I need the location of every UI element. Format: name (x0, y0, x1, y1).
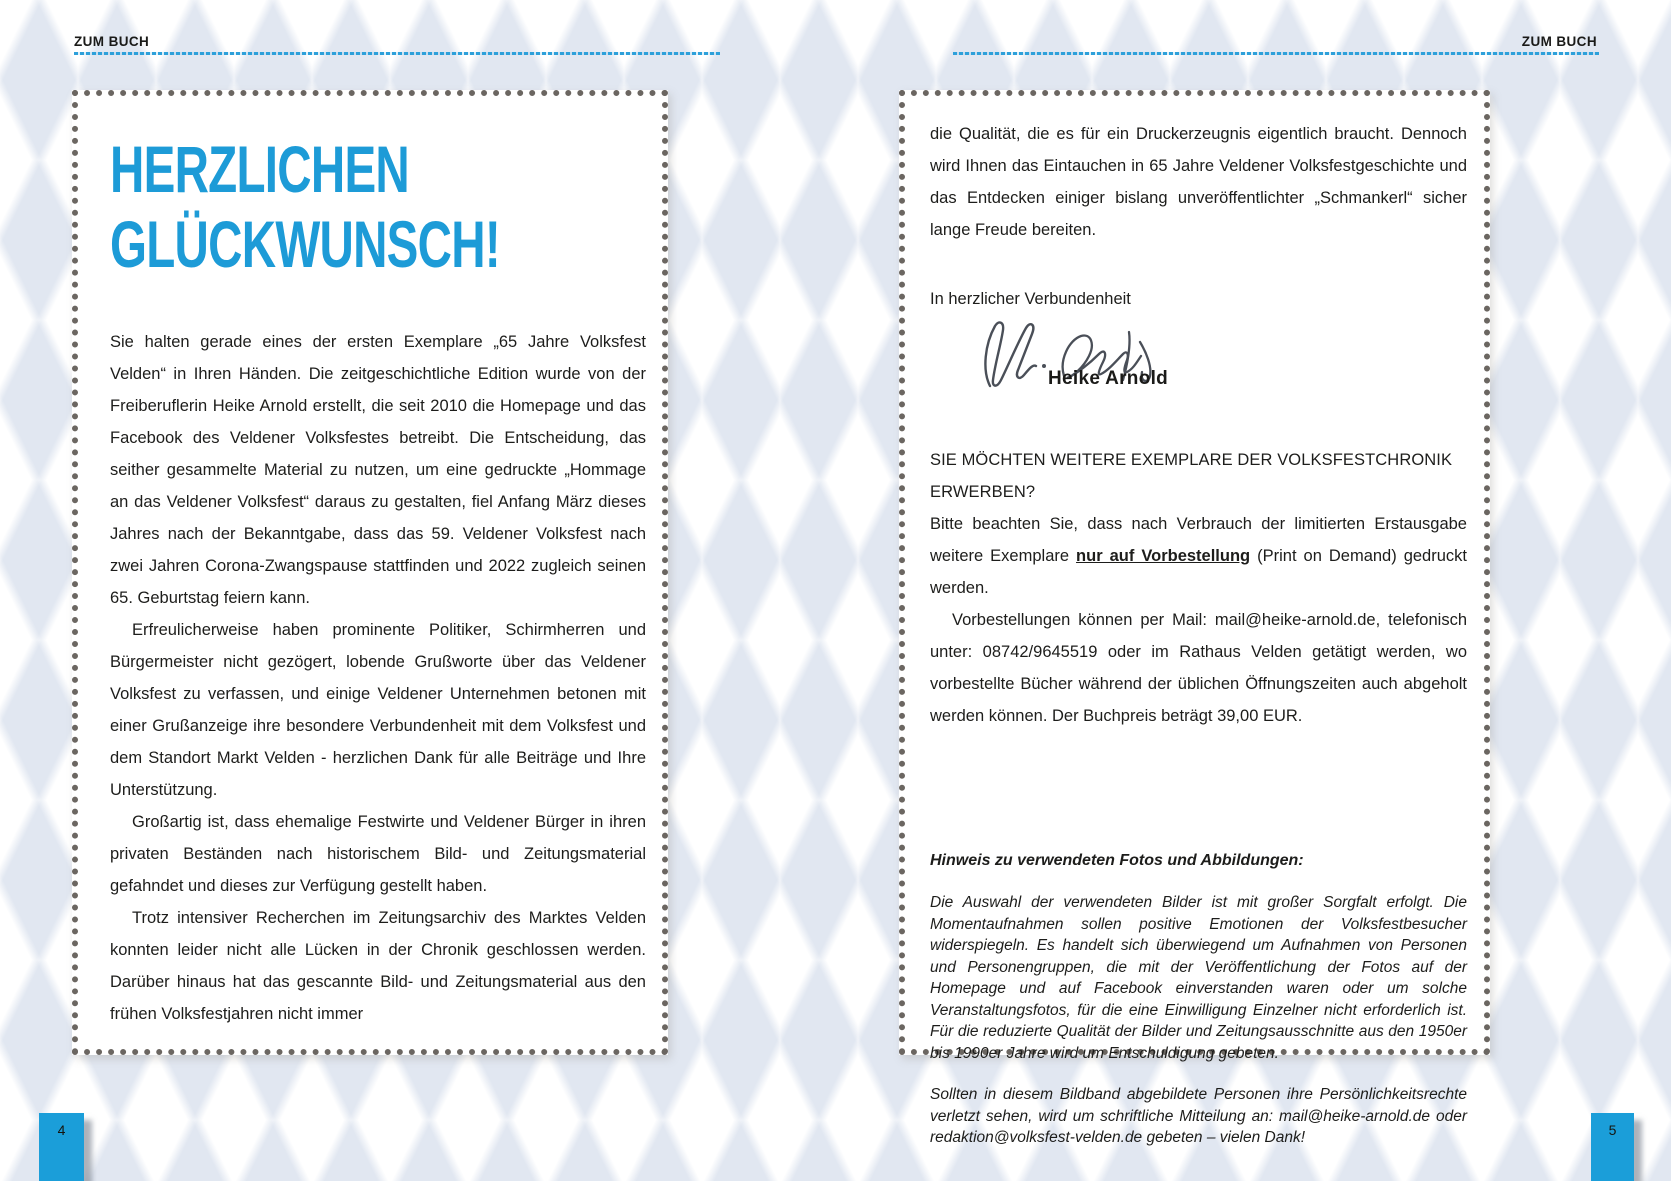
page-number-right: 5 (1608, 1122, 1617, 1138)
page-title-line2: GLÜCKWUNSCH! (110, 207, 500, 281)
running-head-left: ZUM BUCH (74, 34, 150, 49)
page-number-left: 4 (57, 1122, 66, 1138)
photo-notice-heading: Hinweis zu verwendeten Fotos und Abbildungen: (930, 852, 1304, 869)
photo-notice-paragraph-2: Sollten in diesem Bildband abgebildete Personen ihre Persönlichkeitsrechte verletzt sehen, wird um schriftliche Mitteilung an: mail@heike-arnold.de oder redaktion@volksfest-velden.de gebeten – vielen Dank! (930, 1086, 1467, 1146)
running-head-right: ZUM BUCH (1521, 34, 1597, 49)
order-intro-pre: Bitte beachten Sie, dass nach Verbrauch der limitierten Erstausgabe weitere Exemplare (930, 515, 1467, 565)
page-title-line1: HERZLICHEN (110, 132, 410, 206)
order-intro-paragraph (930, 508, 1467, 604)
signature-block (972, 316, 1232, 400)
right-intro-paragraph: die Qualität, die es für ein Druckerzeugnis eigentlich braucht. Dennoch wird Ihnen das Eintauchen in 65 Jahre Veldener Volksfestgeschichte und das Entdecken einiger bislang unveröffentlichter „Schmankerl“ sicher lange Freude bereiten. (930, 125, 1467, 239)
left-paragraph-4: Trotz intensiver Recherchen im Zeitungsarchiv des Marktes Velden konnten leider nicht alle Lücken in der Chronik geschlossen werden. Darüber hinaus hat das gescannte Bild- und Zeitungsmaterial aus den frühen Volksfestjahren nicht immer (110, 909, 646, 1023)
left-page-panel (72, 90, 668, 1055)
left-paragraph-2: Erfreulicherweise haben prominente Politiker, Schirmherren und Bürgermeister nicht gezögert, lobende Grußworte über das Veldener Volksfest zu verfassen, und einige Veldener Unternehmen betonen mit einer Grußanzeige ihre besondere Verbundenheit mit dem Volksfest und dem Standort Markt Velden - herzlichen Dank für alle Beiträge und Ihre Unterstützung. (110, 621, 646, 799)
order-intro-bold-underline: nur auf Vorbestellung (1076, 547, 1251, 565)
header-rule-right (953, 52, 1599, 55)
signature-name: Heike Arnold (1048, 368, 1169, 389)
left-paragraph-1: Sie halten gerade eines der ersten Exemplare „65 Jahre Volksfest Velden“ in Ihren Händen. Die zeitgeschichtliche Edition wurde von der Freiberuflerin Heike Arnold erstellt, die seit 2010 die Homepage und das Facebook des Veldener Volksfestes betreibt. Die Entscheidung, das seither gesammelte Material zu nutzen, um eine gedruckte „Hommage an das Veldener Volksfest“ daraus zu gestalten, fiel Anfang März dieses Jahres nach der Bekanntgabe, dass das 59. Veldener Volksfest nach zwei Jahren Corona-Zwangspause stattfinden und 2022 zugleich seinen 65. Geburtstag feiern kann. (110, 333, 646, 607)
right-page-panel (899, 90, 1490, 1146)
header-rule-left (74, 52, 720, 55)
photo-notice-paragraph-1: Die Auswahl der verwendeten Bilder ist mit großer Sorgfalt erfolgt. Die Momentaufnahmen sollen positive Emotionen der Volksfestbesucher widerspiegeln. Es handelt sich überwiegend um Aufnahmen von Personen und Personengruppen, die mit der Veröffentlichung der Fotos auf der Homepage und auf Facebook einverstanden waren oder um solche Veranstaltungsfotos, für die eine Einwilligung Einzelner nicht erforderlich ist. Für die reduzierte Qualität der Bilder und Zeitungsausschnitte aus den 1950er bis 1990er Jahre wird um Entschuldigung gebeten. (930, 894, 1467, 1062)
closing-line: In herzlicher Verbundenheit (930, 290, 1131, 308)
page-number-tab-right (1591, 1113, 1634, 1181)
page-title (110, 132, 500, 282)
page-number-tab-left (39, 1113, 84, 1181)
order-intro-post: (Print on Demand) gedruckt werden. (930, 547, 1467, 597)
left-paragraph-3: Großartig ist, dass ehemalige Festwirte und Veldener Bürger in ihren privaten Beständen nach historischem Bild- und Zeitungsmaterial gefahndet und dieses zur Verfügung gestellt haben. (110, 813, 646, 895)
order-heading: SIE MÖCHTEN WEITERE EXEMPLARE DER VOLKSFESTCHRONIK ERWERBEN? (930, 451, 1453, 501)
order-details-paragraph: Vorbestellungen können per Mail: mail@heike-arnold.de, telefonisch unter: 08742/9645519 oder im Rathaus Velden getätigt werden, wo vorbestellte Bücher während der üblichen Öffnungszeiten auch abgeholt werden können. Der Buchpreis beträgt 39,00 EUR. (930, 611, 1467, 725)
